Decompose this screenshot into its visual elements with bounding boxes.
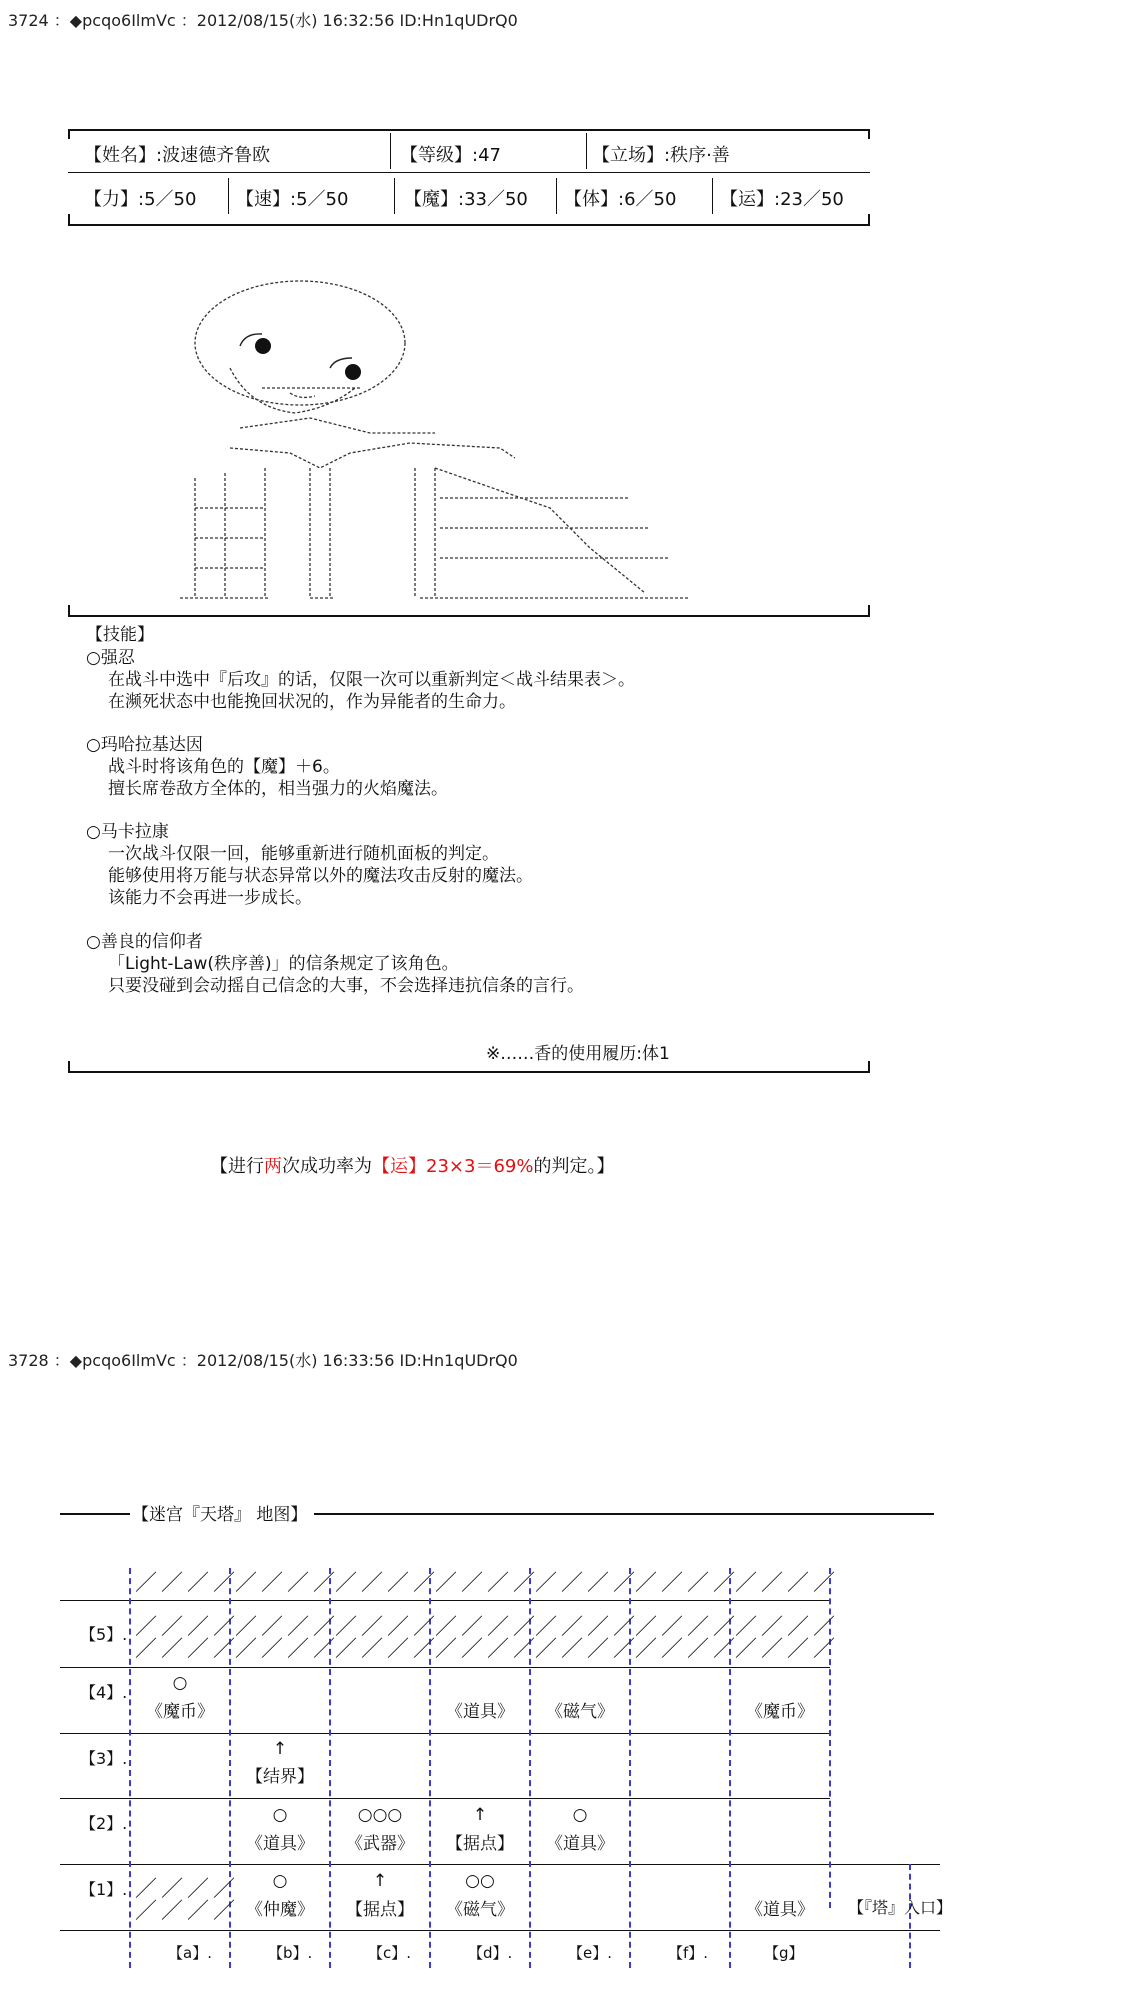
blocked-cell: ／／／／ xyxy=(735,1571,840,1596)
skill-name: ○玛哈拉基达因 xyxy=(86,735,203,755)
blocked-cell: ／／／／ xyxy=(635,1615,740,1640)
character-ascii-art xyxy=(170,268,710,608)
cell-1g: 《道具》 xyxy=(746,1900,814,1920)
blocked-cell: ／／／／ xyxy=(335,1615,440,1640)
skill-name: ○强忍 xyxy=(86,648,135,668)
cell-2e: 《道具》 xyxy=(546,1834,614,1854)
row-label: 【3】. xyxy=(80,1749,128,1768)
post-header-2: 3728 ：◆pcqo6IlmVc ：2012/08/15(水) 16:33:56 ID:Hn1qUDrQ0 xyxy=(8,1351,518,1370)
cell-4d: 《道具》 xyxy=(446,1702,514,1722)
incense-note: ※……香的使用履历:体1 xyxy=(486,1044,670,1064)
skill-name: ○善良的信仰者 xyxy=(86,932,203,952)
cell-4g: 《魔币》 xyxy=(746,1702,814,1722)
blocked-cell: ／／／／ xyxy=(535,1637,640,1662)
alignment-field: 【立场】:秩序·善 xyxy=(592,145,730,166)
cell-3b-mark: ↑ xyxy=(272,1739,288,1759)
post-header-1: 3724 ：◆pcqo6IlmVc ：2012/08/15(水) 16:32:56 ID:Hn1qUDrQ0 xyxy=(8,11,518,30)
map-title: 【迷宫『天塔』 地图】 xyxy=(132,1505,308,1525)
row-label: 【4】. xyxy=(80,1683,128,1702)
cell-1d-mark: ○○ xyxy=(465,1871,495,1891)
blocked-cell: ／／／／ xyxy=(135,1637,240,1662)
skill-line: 一次战斗仅限一回，能够重新进行随机面板的判定。 xyxy=(108,844,499,864)
col-label: 【d】. xyxy=(468,1944,513,1962)
stat-mag: 【魔】:33／50 xyxy=(404,189,528,210)
blocked-cell: ／／／／ xyxy=(135,1877,240,1902)
col-label: 【g】 xyxy=(764,1944,804,1962)
blocked-cell: ／／／／ xyxy=(335,1571,440,1596)
cell-1d: 《磁气》 xyxy=(446,1900,514,1920)
col-label: 【b】. xyxy=(268,1944,313,1962)
skills-title: 【技能】 xyxy=(86,625,154,645)
cell-4a: 《魔币》 xyxy=(146,1702,214,1722)
skill-line: 在战斗中选中『后攻』的话，仅限一次可以重新判定＜战斗结果表＞。 xyxy=(108,670,635,690)
col-label: 【c】. xyxy=(368,1944,412,1962)
tower-entrance: 【『塔』入口】 xyxy=(847,1898,952,1917)
stat-str: 【力】:5／50 xyxy=(84,189,197,210)
stat-luck: 【运】:23／50 xyxy=(720,189,844,210)
skill-line: 只要没碰到会动摇自己信念的大事，不会选择违抗信条的言行。 xyxy=(108,976,584,996)
cell-3b: 【结界】 xyxy=(246,1767,314,1787)
row-label: 【5】. xyxy=(80,1625,128,1644)
row-label: 【2】. xyxy=(80,1814,128,1833)
col-label: 【a】. xyxy=(168,1944,212,1962)
blocked-cell: ／／／／ xyxy=(235,1637,340,1662)
blocked-cell: ／／／／ xyxy=(735,1637,840,1662)
blocked-cell: ／／／／ xyxy=(435,1615,540,1640)
blocked-cell: ／／／／ xyxy=(535,1615,640,1640)
stat-spd: 【速】:5／50 xyxy=(236,189,349,210)
col-label: 【e】. xyxy=(568,1944,612,1962)
cell-2c: 《武器》 xyxy=(346,1834,414,1854)
blocked-cell: ／／／／ xyxy=(635,1571,740,1596)
skill-line: 在濒死状态中也能挽回状况的，作为异能者的生命力。 xyxy=(108,692,516,712)
blocked-cell: ／／／／ xyxy=(235,1615,340,1640)
blocked-cell: ／／／／ xyxy=(135,1571,240,1596)
cell-2e-mark: ○ xyxy=(572,1805,588,1825)
skill-name: ○马卡拉康 xyxy=(86,822,169,842)
blocked-cell: ／／／／ xyxy=(535,1571,640,1596)
skill-line: 「Light-Law(秩序善)」的信条规定了该角色。 xyxy=(108,954,459,974)
cell-1c-mark: ↑ xyxy=(372,1871,388,1891)
roll-statement: 【进行两次成功率为【运】23×3＝69%的判定。】 xyxy=(210,1156,615,1177)
name-field: 【姓名】:波速德齐鲁欧 xyxy=(84,145,271,166)
level-field: 【等级】:47 xyxy=(400,145,501,166)
cell-2d-mark: ↑ xyxy=(472,1805,488,1825)
cell-4a-mark: ○ xyxy=(172,1673,188,1693)
cell-2b: 《道具》 xyxy=(246,1834,314,1854)
cell-4e: 《磁气》 xyxy=(546,1702,614,1722)
blocked-cell: ／／／／ xyxy=(335,1637,440,1662)
cell-2b-mark: ○ xyxy=(272,1805,288,1825)
col-label: 【f】. xyxy=(668,1944,709,1962)
blocked-cell: ／／／／ xyxy=(735,1615,840,1640)
skill-line: 能够使用将万能与状态异常以外的魔法攻击反射的魔法。 xyxy=(108,866,533,886)
blocked-cell: ／／／／ xyxy=(135,1615,240,1640)
cell-2d: 【据点】 xyxy=(446,1834,514,1854)
skill-line: 该能力不会再进一步成长。 xyxy=(108,888,312,908)
row-label: 【1】. xyxy=(80,1880,128,1899)
skill-line: 擅长席卷敌方全体的，相当强力的火焰魔法。 xyxy=(108,779,448,799)
cell-1b: 《仲魔》 xyxy=(246,1900,314,1920)
blocked-cell: ／／／／ xyxy=(435,1571,540,1596)
blocked-cell: ／／／／ xyxy=(135,1899,240,1924)
cell-2c-mark: ○○○ xyxy=(357,1805,403,1825)
blocked-cell: ／／／／ xyxy=(235,1571,340,1596)
stat-vit: 【体】:6／50 xyxy=(564,189,677,210)
blocked-cell: ／／／／ xyxy=(635,1637,740,1662)
cell-1b-mark: ○ xyxy=(272,1871,288,1891)
blocked-cell: ／／／／ xyxy=(435,1637,540,1662)
skill-line: 战斗时将该角色的【魔】＋6。 xyxy=(108,757,340,777)
cell-1c: 【据点】 xyxy=(346,1900,414,1920)
